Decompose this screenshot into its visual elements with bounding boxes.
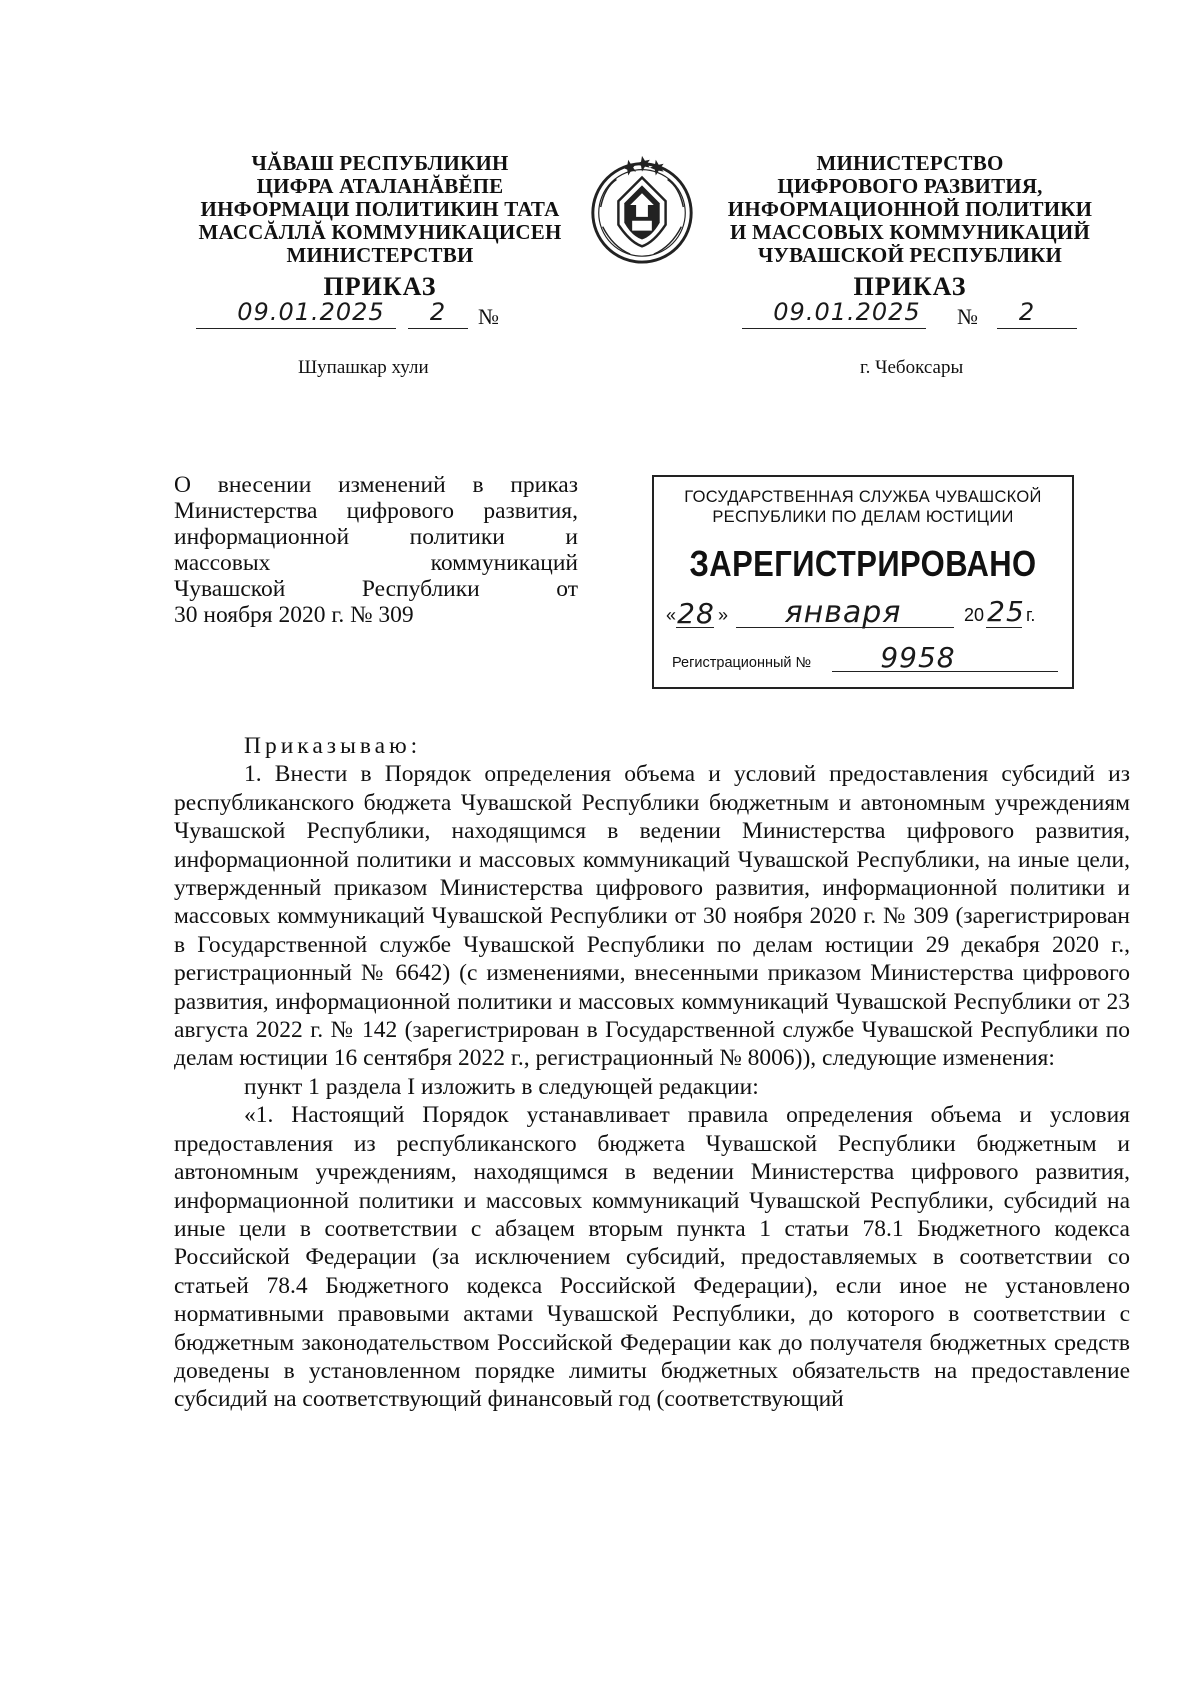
subject-line: Чувашской Республики от [174, 576, 578, 602]
stamp-year-underline [986, 627, 1022, 628]
left-number-underline [408, 328, 468, 329]
right-number: 2 [1018, 298, 1036, 326]
subject-line: информационной политики и [174, 524, 578, 550]
subject-line: массовых коммуникаций [174, 550, 578, 576]
left-number-sign: № [478, 304, 499, 329]
stamp-authority-line: ГОСУДАРСТВЕННАЯ СЛУЖБА ЧУВАШСКОЙ [684, 488, 1042, 506]
left-date-underline [196, 328, 396, 329]
stamp-year-prefix: 20 [964, 605, 985, 625]
right-date: 09.01.2025 [773, 298, 921, 326]
header-right-line: ЧУВАШСКОЙ РЕСПУБЛИКИ [757, 243, 1063, 267]
header-left-title: ПРИКАЗ [323, 272, 437, 301]
order-body [174, 732, 1130, 1414]
left-date: 09.01.2025 [237, 298, 385, 326]
header-right-line: ЦИФРОВОГО РАЗВИТИЯ, [777, 174, 1043, 198]
body-paragraph-2: пункт 1 раздела I изложить в следующей редакции: [244, 1073, 759, 1100]
right-number-underline [997, 328, 1077, 329]
stamp-close-quote: » [718, 605, 729, 625]
stamp-open-quote: « [666, 605, 677, 625]
stamp-month-underline [736, 627, 954, 628]
header-left-line: ИНФОРМАЦИ ПОЛИТИКИН ТАТА [200, 197, 560, 221]
header-right-line: И МАССОВЫХ КОММУНИКАЦИЙ [730, 220, 1090, 244]
stamp-date-row [666, 595, 1062, 633]
left-number: 2 [429, 298, 447, 326]
subject-line: О внесении изменений в приказ [174, 472, 578, 498]
header-left-chuvash [190, 152, 570, 302]
right-date-row [742, 298, 1092, 332]
header-left-line: ЧĂВАШ РЕСПУБЛИКИН [251, 151, 509, 175]
header-right-title: ПРИКАЗ [853, 272, 967, 301]
stamp-authority-line: РЕСПУБЛИКИ ПО ДЕЛАМ ЮСТИЦИИ [712, 508, 1014, 526]
stamp-registration-row [672, 641, 1062, 677]
stamp-registered: ЗАРЕГИСТРИРОВАНО [689, 543, 1037, 584]
header-left-line: ЦИФРА АТАЛАНĂВĔПЕ [256, 174, 504, 198]
stamp-day: 28 [677, 597, 715, 630]
order-subject [174, 472, 578, 628]
header-left-line: МАССĂЛЛĂ КОММУНИКАЦИСЕН [198, 220, 562, 244]
body-paragraph-3: «1. Настоящий Порядок устанавливает правила определения объема и условия предоставления из республиканского бюджета Чувашской Республики бюджетным и автономным учреждениям, находящимся в ведении Министерства цифрового развития, информационной политики и массовых коммуникаций Чувашской Республики, субсидий на иные цели в соответствии с абзацем вторым пункта 1 статьи 78.1 Бюджетного кодекса Российской Федерации (за исключением субсидий, предоставляемых в соответствии со статьей 78.4 Бюджетного кодекса Российской Федерации), если иное не установлено нормативными правовыми актами Чувашской Республики, до которого в соответствии с бюджетным законодательством Российской Федерации как до получателя бюджетных средств доведены в установленном порядке лимиты бюджетных обязательств на предоставление субсидий на соответствующий финансовый год (соответствующий [174, 1102, 1130, 1413]
subject-line-last: 30 ноября 2020 г. № 309 [174, 602, 414, 628]
left-place: Шупашкар хули [298, 357, 429, 378]
stamp-month: января [784, 595, 902, 630]
registration-stamp [652, 475, 1074, 689]
right-date-underline [742, 328, 926, 329]
header-left-line: МИНИСТЕРСТВИ [286, 243, 474, 267]
header-right-line: МИНИСТЕРСТВО [816, 151, 1004, 175]
right-number-sign: № [957, 304, 978, 329]
stamp-reg-label: Регистрационный № [672, 655, 812, 671]
stamp-reg-underline [832, 671, 1058, 672]
chuvash-emblem-icon [583, 148, 701, 266]
body-paragraph-1: 1. Внести в Порядок определения объема и условий предоставления субсидий из республиканского бюджета Чувашской Республики бюджетным и автономным учреждениям Чувашской Республики, находящимся в ведении Министерства цифрового развития, информационной политики и массовых коммуникаций Чувашской Республики, на иные цели, утвержденный приказом Министерства цифрового развития, информационной политики и массовых коммуникаций Чувашской Республики от 30 ноября 2020 г. № 309 (зарегистрирован в Государственной службе Чувашской Республики по делам юстиции 29 декабря 2020 г., регистрационный № 6642) (с изменениями, внесенными приказом Министерства цифрового развития, информационной политики и массовых коммуникаций Чувашской Республики от 23 августа 2022 г. № 142 (зарегистрирован в Государственной службе Чувашской Республики по делам юстиции 16 сентября 2022 г., регистрационный № 8006)), следующие изменения: [174, 761, 1130, 1072]
stamp-year-suffix: 25 [987, 595, 1025, 628]
stamp-year-g: г. [1026, 605, 1036, 625]
stamp-reg-number: 9958 [880, 641, 956, 674]
right-place: г. Чебоксары [860, 357, 964, 378]
subject-line: Министерства цифрового развития, [174, 498, 578, 524]
header-right-russian [720, 152, 1100, 302]
header-right-line: ИНФОРМАЦИОННОЙ ПОЛИТИКИ [727, 197, 1093, 221]
left-date-row [196, 298, 526, 332]
order-word: Приказываю: [244, 733, 422, 759]
stamp-day-underline [676, 627, 714, 628]
